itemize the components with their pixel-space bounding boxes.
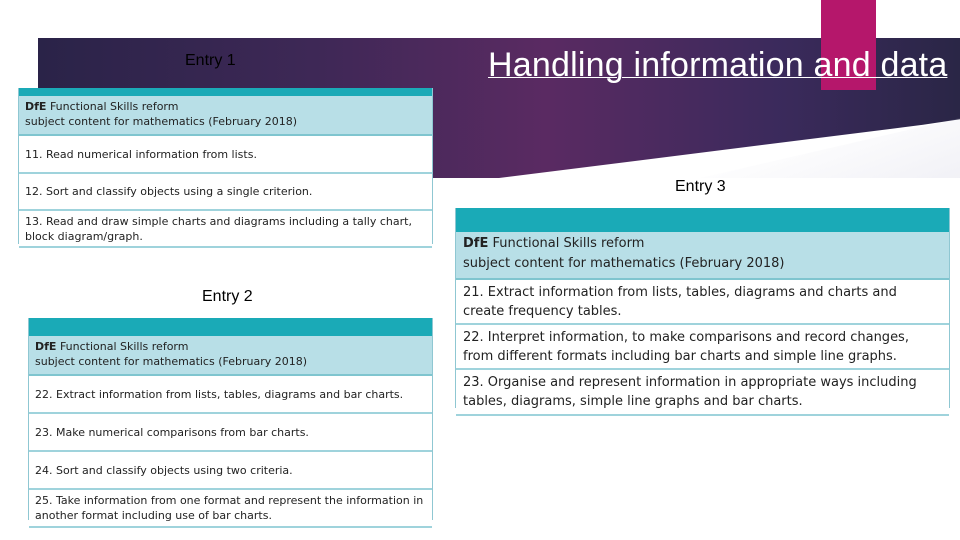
table-row: [29, 376, 432, 414]
table-row: [456, 280, 949, 325]
table-row: [29, 414, 432, 452]
header-line2: subject content for mathematics (February 2018): [35, 355, 308, 368]
row-text: 21. Extract information from lists, tables, diagrams and charts and create frequency tables.: [463, 284, 897, 319]
table-header: [29, 336, 432, 376]
header-line2: subject content for mathematics (February 2018): [25, 115, 298, 128]
header-line1: Functional Skills reform: [59, 340, 189, 353]
entry-1-label: Entry 1: [185, 52, 236, 69]
row-text: 25. Take information from one format and represent the information in another format including use of bar charts.: [35, 494, 424, 522]
row-text: 24. Sort and classify objects using two criteria.: [35, 463, 293, 477]
header-line1: Functional Skills reform: [49, 100, 179, 113]
row-text: 22. Extract information from lists, tables, diagrams and bar charts.: [35, 387, 404, 401]
row-text: 12. Sort and classify objects using a single criterion.: [25, 185, 313, 198]
table-row: [456, 370, 949, 416]
entry-1-table: [18, 88, 433, 244]
row-text: 13. Read and draw simple charts and diagrams including a tally chart, block diagram/graph.: [25, 214, 412, 243]
entry-2-label: Entry 2: [202, 288, 253, 305]
row-text: 22. Interpret information, to make comparisons and record changes, from different formats including bar charts and simple line graphs.: [463, 329, 909, 364]
header-line1: Functional Skills reform: [492, 236, 645, 251]
table-row: [19, 211, 432, 248]
table-header: [19, 96, 432, 136]
table-row: [29, 490, 432, 528]
dfe-brand: DfE: [25, 100, 47, 113]
table-row: [19, 174, 432, 211]
table-row: [29, 452, 432, 490]
row-text: 23. Organise and represent information in appropriate ways including tables, diagrams, simple line graphs and bar charts.: [463, 375, 917, 409]
entry-3-label: Entry 3: [675, 178, 726, 195]
slide-title: Handling information and data: [488, 46, 948, 84]
table-row: [456, 325, 949, 370]
table-top-bar: [456, 208, 949, 232]
entry-3-table: [455, 208, 950, 408]
row-text: 23. Make numerical comparisons from bar charts.: [35, 425, 309, 439]
entry-2-table: [28, 318, 433, 520]
table-top-bar: [29, 318, 432, 336]
table-top-bar: [19, 88, 432, 96]
header-line2: subject content for mathematics (February 2018): [463, 256, 785, 271]
dfe-brand: DfE: [35, 340, 57, 353]
table-header: [456, 232, 949, 280]
dfe-brand: DfE: [463, 236, 489, 251]
table-row: [19, 136, 432, 174]
row-text: 11. Read numerical information from lists.: [25, 147, 257, 161]
